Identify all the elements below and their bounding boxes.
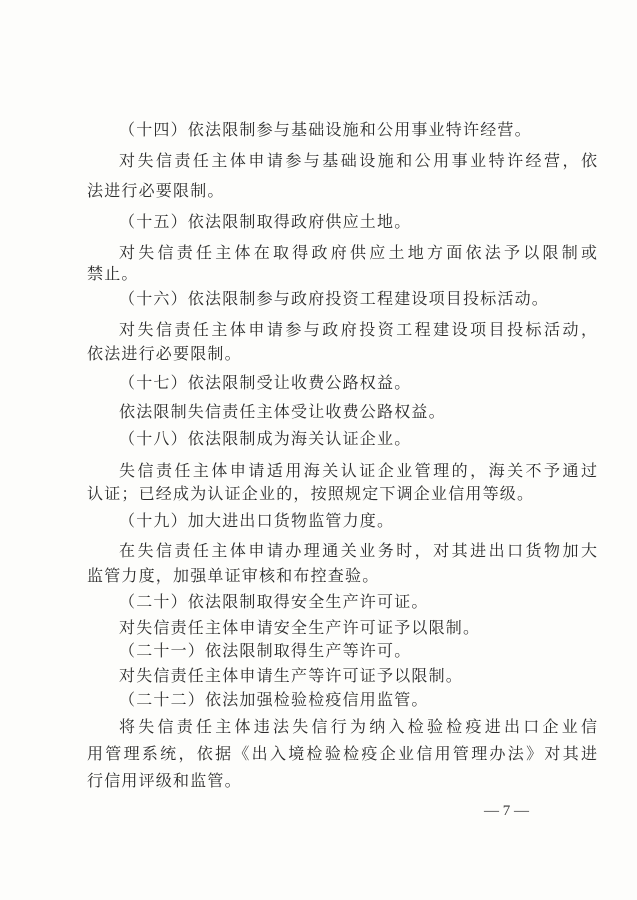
page-number: — 7 — <box>484 803 529 819</box>
heading-16: （十六）依法限制参与政府投资工程建设项目投标活动。 <box>119 289 550 308</box>
heading-20: （二十）依法限制取得安全生产许可证。 <box>119 592 429 611</box>
paragraph-line: 用管理系统，依据《出入境检验检疫企业信用管理办法》对其进 <box>87 744 597 763</box>
heading-17: （十七）依法限制受让收费公路权益。 <box>119 373 412 392</box>
paragraph-line: 对失信责任主体申请生产等许可证予以限制。 <box>119 666 464 685</box>
heading-14: （十四）依法限制参与基础设施和公用事业特许经营。 <box>119 120 532 139</box>
paragraph-line: 行信用评级和监管。 <box>87 771 242 790</box>
heading-18: （十八）依法限制成为海关认证企业。 <box>119 429 412 448</box>
heading-15: （十五）依法限制取得政府供应土地。 <box>119 212 412 231</box>
paragraph-line: 失信责任主体申请适用海关认证企业管理的，海关不予通过 <box>119 461 597 480</box>
paragraph-line: 将失信责任主体违法失信行为纳入检验检疫进出口企业信 <box>119 717 597 736</box>
paragraph-line: 禁止。 <box>87 264 139 283</box>
paragraph-line: 依法限制失信责任主体受让收费公路权益。 <box>119 402 446 421</box>
paragraph-line: 认证；已经成为认证企业的，按照规定下调企业信用等级。 <box>87 484 535 503</box>
paragraph-line: 对失信责任主体申请参与基础设施和公用事业特许经营，依 <box>119 151 597 170</box>
paragraph-line: 对失信责任主体申请安全生产许可证予以限制。 <box>119 618 481 637</box>
heading-22: （二十二）依法加强检验检疫信用监管。 <box>119 690 429 709</box>
heading-19: （十九）加大进出口货物监管力度。 <box>119 511 395 530</box>
paragraph-line: 法进行必要限制。 <box>87 181 225 200</box>
heading-21: （二十一）依法限制取得生产等许可。 <box>119 641 412 660</box>
paragraph-line: 在失信责任主体申请办理通关业务时，对其进出口货物加大 <box>119 541 597 560</box>
paragraph-line: 对失信责任主体申请参与政府投资工程建设项目投标活动， <box>119 320 597 339</box>
paragraph-line: 依法进行必要限制。 <box>87 344 242 363</box>
paragraph-line: 监管力度，加强单证审核和布控查验。 <box>87 566 380 585</box>
paragraph-line: 对失信责任主体在取得政府供应土地方面依法予以限制或 <box>119 243 597 262</box>
